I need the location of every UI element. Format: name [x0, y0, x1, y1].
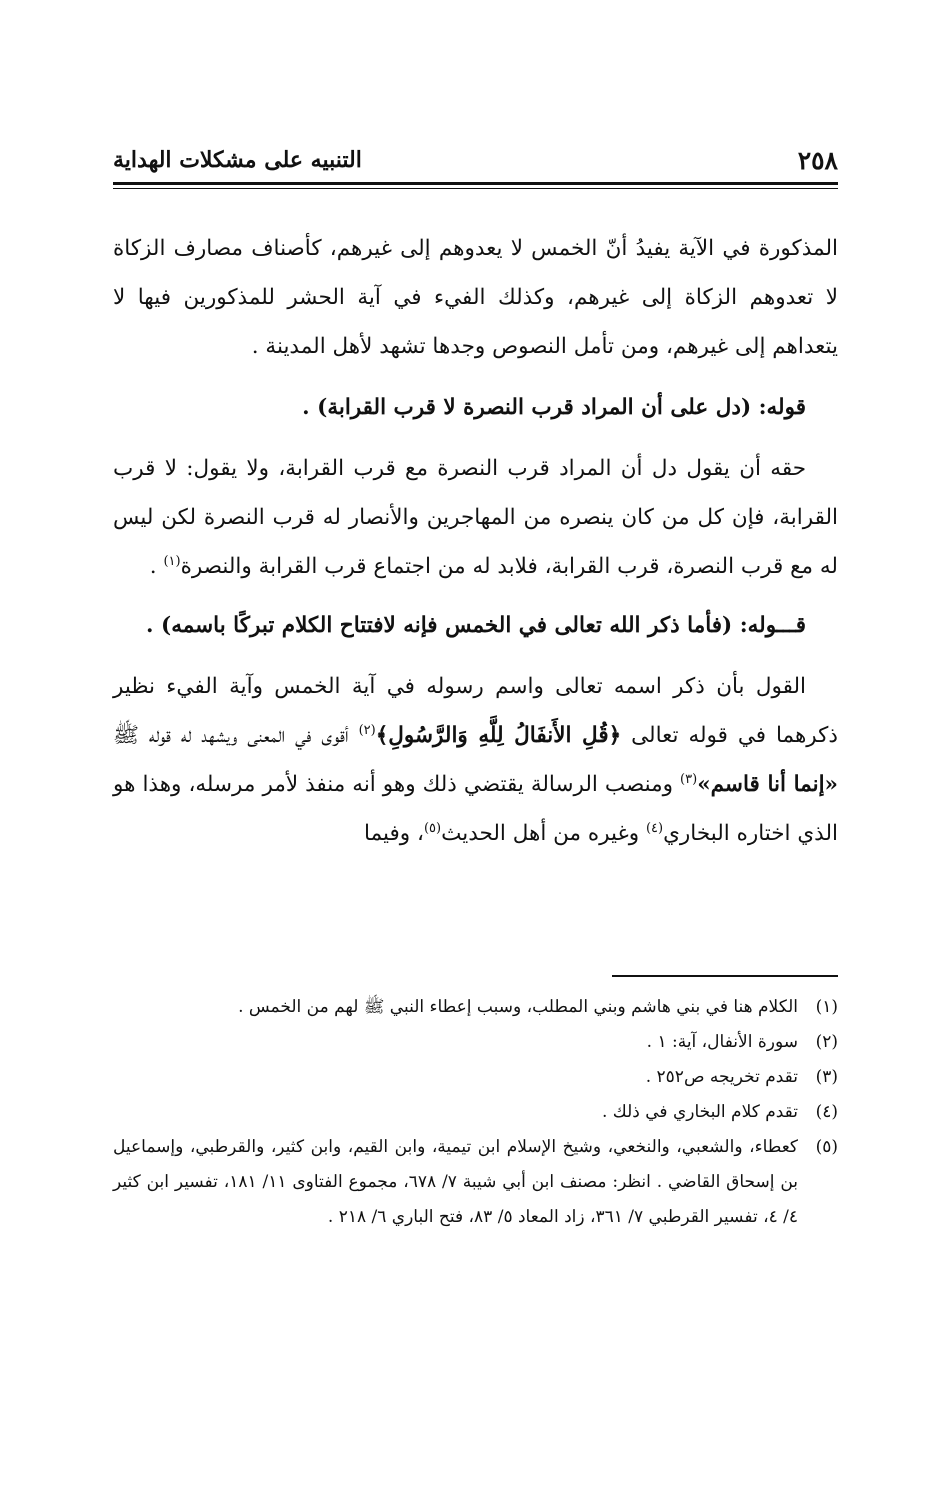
paragraph-end: . — [149, 554, 164, 579]
commentary-heading-2: قـــوله: (فأما ذكر الله تعالى في الخمس فإنه لافتتاح الكلام تبركًا باسمه) . — [146, 613, 806, 638]
quran-quote: ﴿قُلِ الأَنفَالُ لِلَّهِ وَالرَّسُولِ﴾ — [375, 723, 622, 748]
footnote-text: تقدم تخريجه ص٢٥٢ . — [645, 1067, 798, 1087]
header-rule-thick — [113, 182, 838, 185]
footnote-number: (٤) — [815, 1102, 838, 1122]
paragraph-continuation: المذكورة في الآية يفيدُ أنّ الخمس لا يعدوهم إلى غيرهم، كأصناف مصارف الزكاة لا تعدوهم الزكاة إلى غيرهم، وكذلك الفيء في آية الحشر للمذكورين فيها لا يتعداهم إلى غيرهم، ومن تأمل النصوص وجدها تشهد لأهل المدينة . — [113, 236, 838, 359]
footnote-marker-5[interactable]: (٥) — [423, 820, 442, 836]
footnote-marker-3[interactable]: (٣) — [680, 771, 698, 787]
hadith-quote: «إنما أنا قاسم» — [697, 772, 838, 797]
paragraph-text-e: ، وفيما — [364, 821, 424, 846]
footnote-marker-4[interactable]: (٤) — [645, 820, 664, 836]
footnote-item — [113, 1095, 838, 1130]
footnotes — [113, 990, 838, 1235]
paragraph-text-b: أقوى في المعنى ويشهد له قوله ﷺ — [113, 723, 359, 748]
footnote-number: (٣) — [815, 1067, 838, 1087]
footnote-text: كعطاء، والشعبي، والنخعي، وشيخ الإسلام ابن تيمية، وابن القيم، وابن كثير، والقرطبي، وإسماعيل بن إسحاق القاضي . انظر: مصنف ابن أبي شيبة ٧/ ٦٧٨، مجموع الفتاوى ١١/ ١٨١، تفسير ابن كثير ٤/ ٤، تفسير القرطبي ٧/ ٣٦١، زاد المعاد ٥/ ٨٣، فتح الباري ٦/ ٢١٨ . — [113, 1137, 798, 1227]
footnote-marker-2[interactable]: (٢) — [358, 722, 376, 738]
footnote-text: سورة الأنفال، آية: ١ . — [646, 1032, 798, 1052]
paragraph-commentary-2 — [113, 662, 838, 858]
footnote-separator — [612, 975, 838, 977]
page-number: ٢٥٨ — [797, 145, 838, 175]
footnote-number: (٢) — [815, 1032, 838, 1052]
main-text — [113, 224, 838, 858]
paragraph-text: حقه أن يقول دل أن المراد قرب النصرة مع قرب القرابة، ولا يقول: لا قرب القرابة، فإن كل من كان ينصره من المهاجرين والأنصار له قرب النصرة لكن ليس له مع قرب النصرة، قرب القرابة، فلابد له من اجتماع قرب القرابة والنصرة — [113, 456, 838, 579]
footnote-text: الكلام هنا في بني هاشم وبني المطلب، وسبب إعطاء النبي ﷺ لهم من الخمس . — [238, 997, 798, 1017]
footnote-item — [113, 990, 838, 1025]
running-header — [113, 138, 838, 182]
commentary-heading-1: قوله: (دل على أن المراد قرب النصرة لا قرب القرابة) . — [302, 395, 806, 420]
footnote-text: تقدم كلام البخاري في ذلك . — [601, 1102, 798, 1122]
header-rule-thin — [113, 188, 838, 189]
footnote-item — [113, 1130, 838, 1235]
footnote-number: (١) — [815, 997, 838, 1017]
footnote-item — [113, 1025, 838, 1060]
footnote-number: (٥) — [815, 1137, 838, 1157]
paragraph-text-a: القول بأن ذكر اسمه تعالى واسم رسوله في آية الخمس وآية الفيء نظير ذكرهما في قوله تعالى — [113, 674, 838, 748]
paragraph-text-c: ومنصب الرسالة يقتضي ذلك وهو أنه منفذ لأمر مرسله، وهذا هو الذي اختاره البخاري — [113, 772, 838, 846]
footnote-marker-1[interactable]: (١) — [163, 553, 181, 569]
paragraph-commentary-1 — [113, 444, 838, 591]
footnote-item — [113, 1060, 838, 1095]
running-title: التنبيه على مشكلات الهداية — [113, 147, 362, 173]
paragraph-text-d: وغيره من أهل الحديث — [441, 821, 646, 846]
